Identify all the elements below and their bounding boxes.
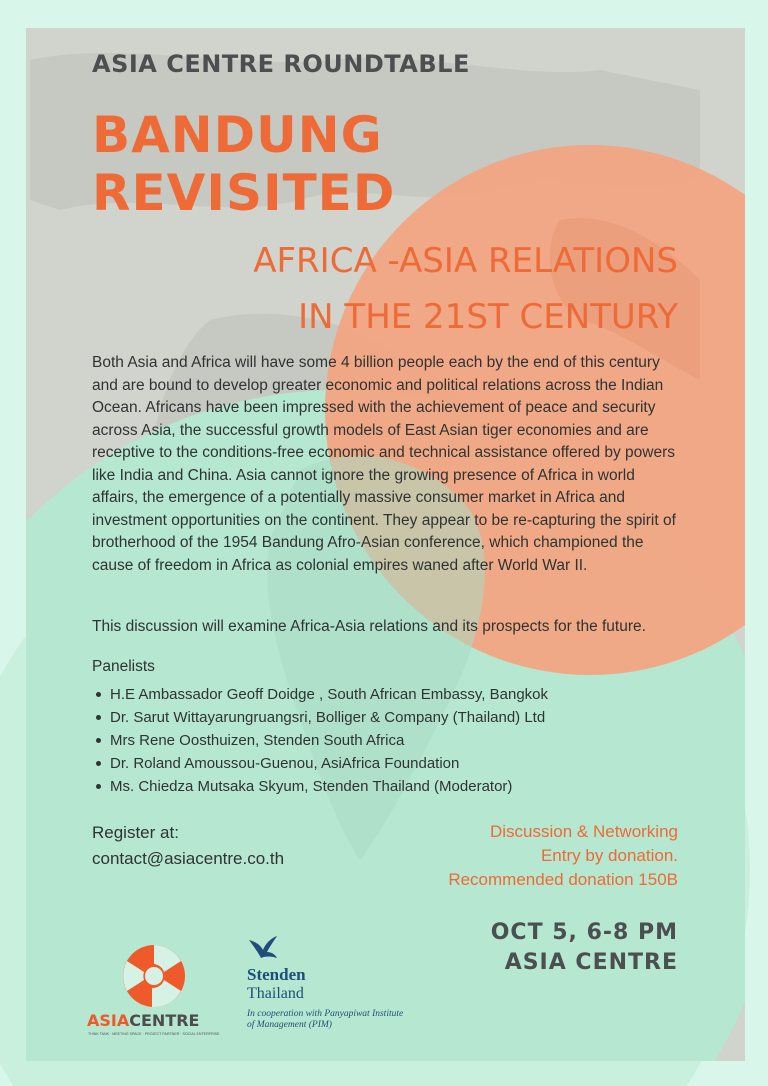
event-venue: ASIA CENTRE <box>504 950 678 975</box>
event-title <box>92 106 395 222</box>
register-block <box>92 820 284 872</box>
panelist-item: Dr. Roland Amoussou-Guenou, AsiAfrica Foundation <box>94 752 548 775</box>
event-details <box>448 820 678 892</box>
event-datetime: OCT 5, 6-8 PM <box>490 920 678 945</box>
asia-centre-wordmark: ASIACENTRE <box>87 1011 200 1030</box>
asia-centre-swirl-icon <box>104 940 214 1010</box>
asia-centre-tagline: THINK TANK · MEETING SPACE · PROJECT PARTNER · SOCIAL ENTERPRISE <box>88 1032 220 1036</box>
details-line-3: Recommended donation 150B <box>448 870 678 889</box>
panelist-item: H.E Ambassador Geoff Doidge , South African Embassy, Bangkok <box>94 683 548 706</box>
event-subtitle <box>253 233 678 345</box>
title-line-1: BANDUNG <box>92 106 383 164</box>
register-label: Register at: <box>92 823 179 842</box>
panelist-item: Mrs Rene Oosthuizen, Stenden South Africa <box>94 729 548 752</box>
subtitle-line-1: AFRICA -ASIA RELATIONS <box>253 241 678 281</box>
subtitle-line-2: IN THE 21ST CENTURY <box>298 297 678 337</box>
stenden-wordmark: Stenden Thailand <box>247 965 306 1002</box>
event-kicker: ASIA CENTRE ROUNDTABLE <box>92 50 470 78</box>
details-line-2: Entry by donation. <box>540 846 678 865</box>
stenden-cooperation-note: In cooperation with Panyapiwat Institute of Management (PIM) <box>247 1009 404 1030</box>
description-paragraph: Both Asia and Africa will have some 4 billion people each by the end of this century and are bound to develop greater economic and political relations across the Indian Ocean. Africans have been impressed with the achievement of peace and security across Asia, the successful growth models of East Asian tiger economies and are receptive to the conditions-free economic and technical assistance offered by powers like India and China. Asia cannot ignore the growing presence of Africa in world affairs, the emergence of a potentially massive consumer market in Africa and investment opportunities on the continent. They appear to be re-capturing the spirit of brotherhood of the 1954 Bandung Afro-Asian conference, which championed the cause of freedom in Africa as colonial empires waned after World War II. <box>92 354 676 574</box>
title-line-2: REVISITED <box>92 164 396 222</box>
panelist-item: Dr. Sarut Wittayarungruangsri, Bolliger & Company (Thailand) Ltd <box>94 706 548 729</box>
event-time-venue <box>491 918 678 978</box>
register-email[interactable]: contact@asiacentre.co.th <box>92 849 285 868</box>
panelists-list <box>94 683 548 798</box>
panelists-heading: Panelists <box>92 658 155 675</box>
panelist-item: Ms. Chiedza Mutsaka Skyum, Stenden Thailand (Moderator) <box>94 775 548 798</box>
swallow-bird-icon <box>247 934 279 962</box>
details-line-1: Discussion & Networking <box>489 822 678 841</box>
discussion-lead: This discussion will examine Africa-Asia relations and its prospects for the future. <box>92 618 646 635</box>
